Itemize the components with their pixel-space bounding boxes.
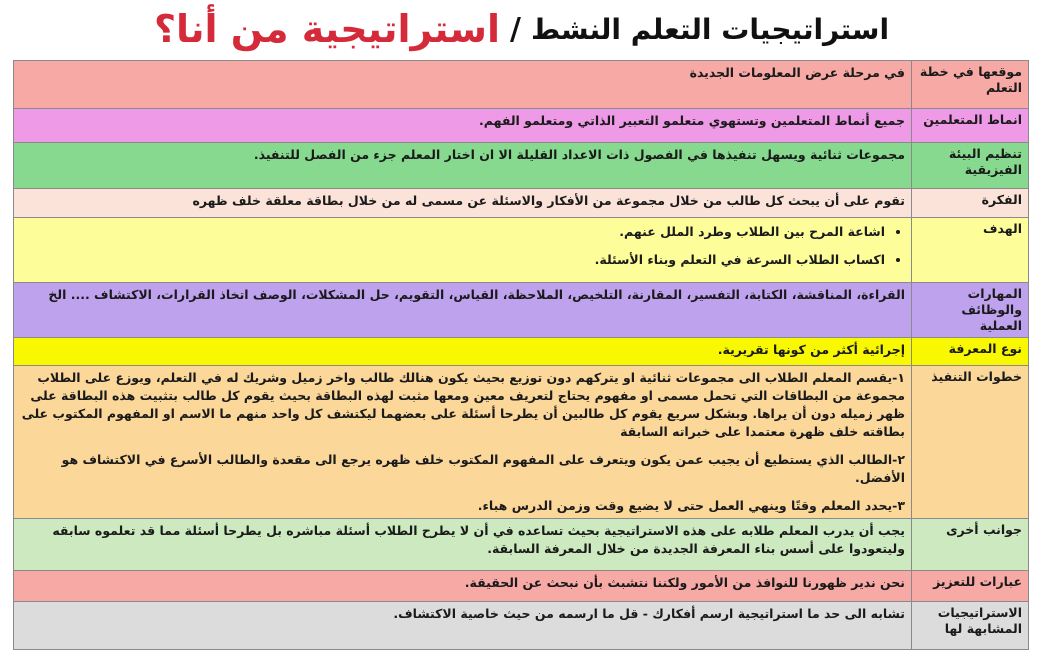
table-row <box>14 283 1029 338</box>
title-main: استراتيجيات التعلم النشط <box>531 12 890 46</box>
row-label-idea: الفكرة <box>912 189 1029 218</box>
table-row <box>14 143 1029 189</box>
row-label-other-aspects: جوانب أخرى <box>912 519 1029 571</box>
table-row <box>14 61 1029 109</box>
row-content-steps <box>14 366 912 519</box>
row-content-similar: تشابه الى حد ما استراتيجية ارسم أفكارك - قل ما ارسمه من حيث خاصية الاكتشاف. <box>14 602 912 650</box>
row-label-similar: الاستراتيجيات المشابهة لها <box>912 602 1029 650</box>
table-row <box>14 189 1029 218</box>
row-label-skills: المهارات والوظائف العملية <box>912 283 1029 338</box>
row-content-environment: مجموعات ثنائية ويسهل تنفيذها في الفصول ذات الاعداد القليلة الا ان اختار المعلم جزء من الفصل للتنفيذ. <box>14 143 912 189</box>
row-label-goal: الهدف <box>912 218 1029 283</box>
row-label-learner-styles: انماط المتعلمين <box>912 109 1029 143</box>
step-item: ١-يقسم المعلم الطلاب الى مجموعات ثنائية او يتركهم دون توزيع بحيث يكون هنالك طالب واخر زميل وشريك له في التعلم، ويوزع على الطلاب مجموعة من البطاقات التي تحمل مسمى او مفهوم يحتاج لتعريف معين ومعها مثبت لهذه البطاقة بحيث يقوم كل طالب بتثبيت هذه البطاقة على ظهر زميله دون أن يراها. وبشكل سريع يقوم كل طالبين أن يطرحا أسئلة على بعضهما ليكتشف كل واحد منهم ما الاسم او المفهوم المكتوب على بطاقته خلف ظهرة معتمدا على خبراته السابقة <box>21 370 905 439</box>
list-item: • اشاعة المرح بين الطلاب وطرد الملل عنهم. <box>20 223 885 241</box>
row-content-reinforcement: نحن ندير ظهورنا للنوافذ من الأمور ولكننا نتشبث بأن نبحث عن الحقيقة. <box>14 571 912 602</box>
table-row <box>14 338 1029 366</box>
row-label-position: موقعها في خطة التعلم <box>912 61 1029 109</box>
step-item: ٣-يحدد المعلم وقتًا وينهي العمل حتى لا يضيع وقت وزمن الدرس هباء. <box>477 498 905 513</box>
table-row <box>14 366 1029 519</box>
goal-list <box>20 223 905 269</box>
row-content-skills: القراءة، المناقشة، الكتابة، التفسير، المقارنة، التلخيص، الملاحظة، القياس، التقويم، حل المشكلات، الوصف اتخاذ القرارات، الاكتشاف .... الخ <box>14 283 912 338</box>
row-label-steps: خطوات التنفيذ <box>912 366 1029 519</box>
row-content-idea: تقوم على أن يبحث كل طالب من خلال مجموعة من الأفكار والاسئلة عن مسمى له من خلال بطاقة معلقة خلف ظهره <box>14 189 912 218</box>
table-row <box>14 218 1029 283</box>
row-content-knowledge-type: إجرائية أكثر من كونها تقريرية. <box>14 338 912 366</box>
row-label-reinforcement: عبارات للتعزيز <box>912 571 1029 602</box>
strategy-table <box>13 60 1029 650</box>
row-content-learner-styles: جميع أنماط المتعلمين وتستهوي متعلمو التعبير الذاتي ومتعلمو الفهم. <box>14 109 912 143</box>
row-label-knowledge-type: نوع المعرفة <box>912 338 1029 366</box>
row-content-goal <box>14 218 912 283</box>
row-content-position: في مرحلة عرض المعلومات الجديدة <box>14 61 912 109</box>
table-row <box>14 602 1029 650</box>
table-row <box>14 519 1029 571</box>
row-label-environment: تنظيم البيئة الفيزيقية <box>912 143 1029 189</box>
list-item: • اكساب الطلاب السرعة في التعلم وبناء الأسئلة. <box>20 251 885 269</box>
title-separator: / <box>510 11 522 47</box>
row-content-other-aspects: يجب أن يدرب المعلم طلابه على هذه الاستراتيجية بحيث تساعده في أن لا يطرح الطلاب أسئلة مباشره بل يطرحا أسئلة مما قد تعلموه سابقه وليتعودوا على أسس بناء المعرفة الجديدة من خلال المعرفة السابقة. <box>14 519 912 571</box>
step-item: ٢-الطالب الذي يستطيع أن يجيب عمن يكون ويتعرف على المفهوم المكتوب خلف ظهره يرجع الى مقعدة والطالب الأسرع في الاكتشاف هو الأفضل. <box>61 452 905 485</box>
table-row <box>14 571 1029 602</box>
table-row <box>14 109 1029 143</box>
page-title <box>0 0 1043 58</box>
title-highlight: استراتيجية من أنا؟ <box>153 7 501 51</box>
